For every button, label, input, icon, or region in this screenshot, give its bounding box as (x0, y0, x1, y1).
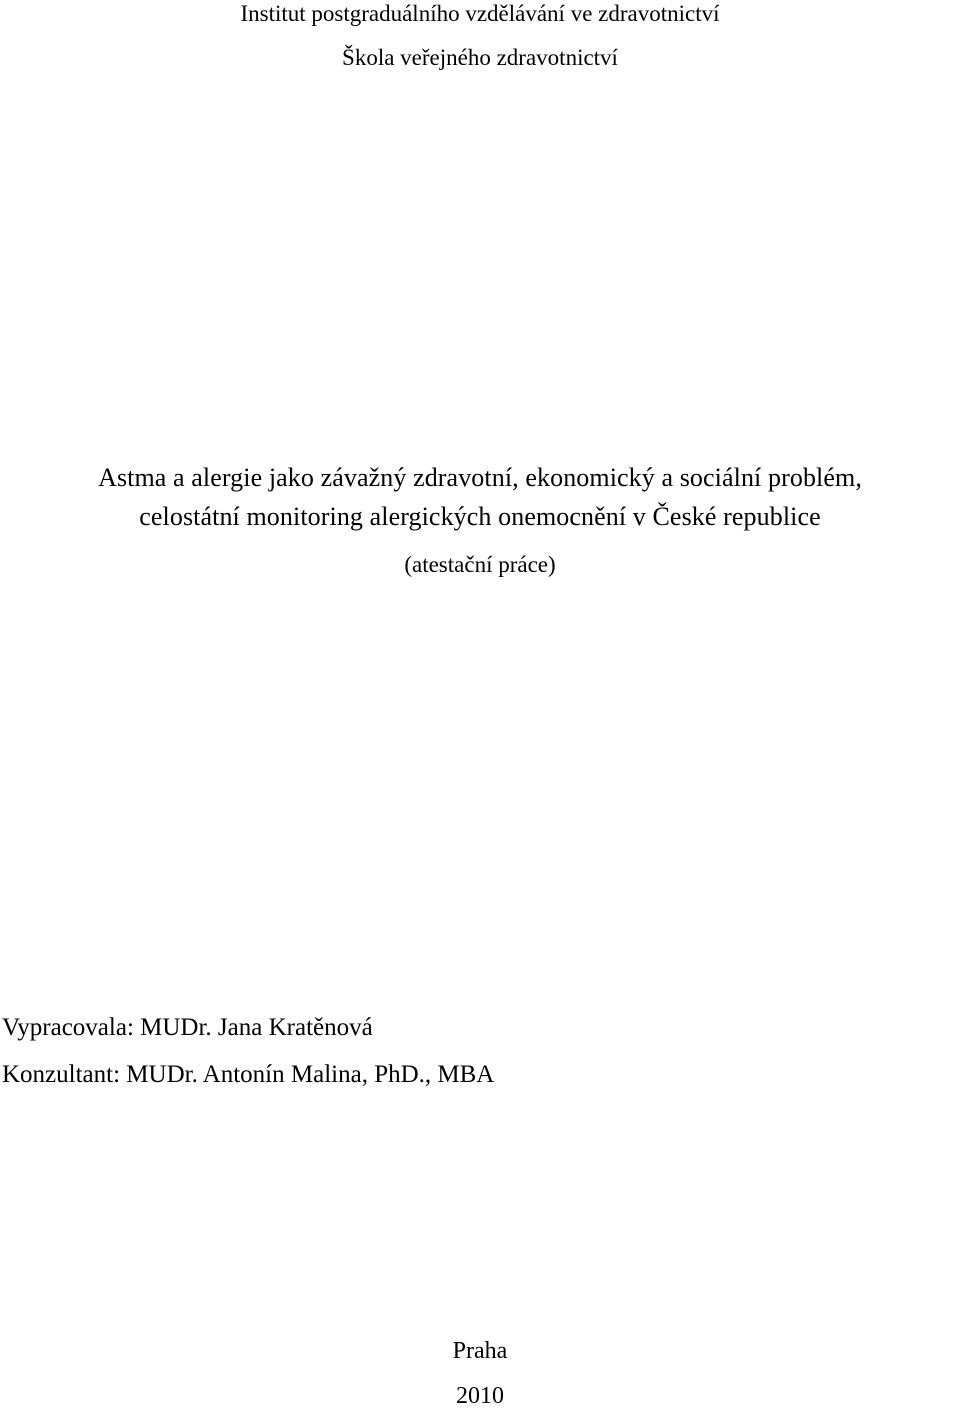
city: Praha (452, 1338, 508, 1364)
year: 2010 (456, 1383, 504, 1409)
consultant-line: Konzultant: MUDr. Antonín Malina, PhD., MBA (2, 1061, 495, 1088)
thesis-title-line-1: Astma a alergie jako závažný zdravotní, ekonomický a sociální problém, (98, 463, 862, 492)
school-name: Škola veřejného zdravotnictví (342, 45, 618, 70)
thesis-type: (atestační práce) (404, 552, 556, 577)
institute-name: Institut postgraduálního vzdělávání ve zdravotnictví (240, 1, 720, 26)
thesis-title-line-2: celostátní monitoring alergických onemocnění v České republice (139, 502, 821, 531)
author-line: Vypracovala: MUDr. Jana Kratěnová (2, 1014, 373, 1041)
